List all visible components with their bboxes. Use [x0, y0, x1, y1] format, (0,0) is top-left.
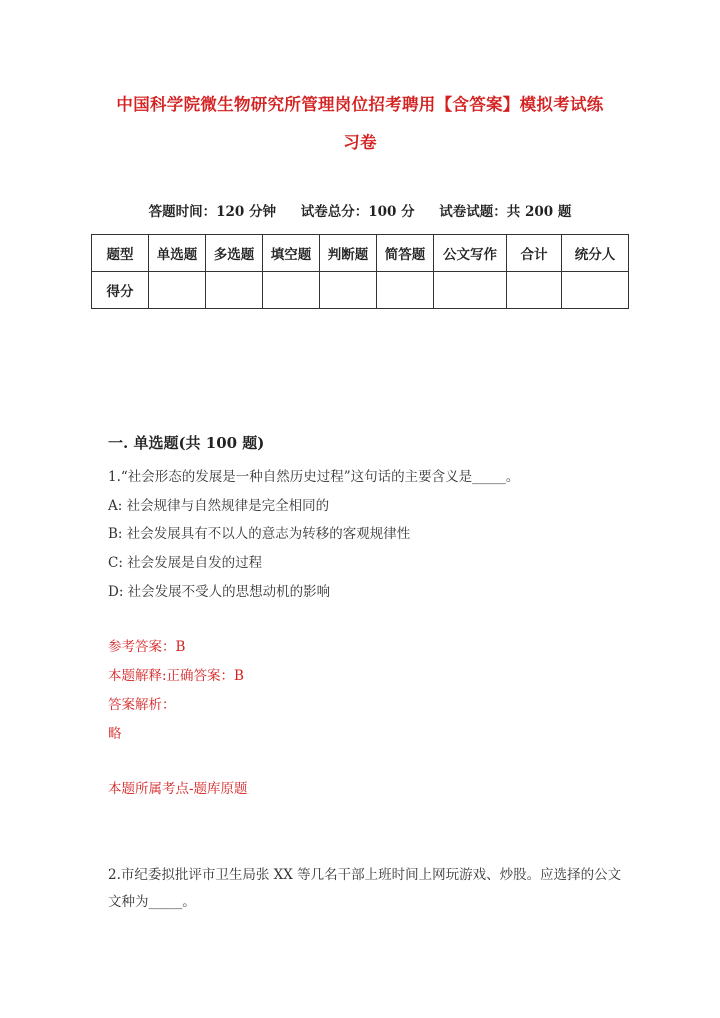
score-cell [377, 272, 434, 309]
explanation: 本题解释:正确答案：B [108, 668, 244, 684]
score-row-label: 得分 [92, 272, 149, 309]
exam-question-count: 试卷试题：共 200 题 [439, 204, 572, 220]
score-table [91, 234, 629, 309]
header-cell: 公文写作 [434, 235, 507, 272]
score-table-header-row [92, 235, 629, 272]
header-cell: 合计 [507, 235, 562, 272]
option-c: C: 社会发展是自发的过程 [108, 555, 263, 571]
option-a: A: 社会规律与自然规律是完全相同的 [108, 498, 330, 514]
header-cell: 填空题 [263, 235, 320, 272]
header-cell: 统分人 [562, 235, 629, 272]
score-cell [320, 272, 377, 309]
header-cell: 多选题 [206, 235, 263, 272]
score-cell [206, 272, 263, 309]
header-cell: 判断题 [320, 235, 377, 272]
exam-total-score: 试卷总分：100 分 [300, 204, 415, 220]
exam-time: 答题时间：120 分钟 [148, 204, 276, 220]
question-2-stem: 2.市纪委拟批评市卫生局张 XX 等几名干部上班时间上网玩游戏、炒股。应选择的公文文种为_____。 [108, 867, 622, 910]
header-cell: 单选题 [149, 235, 206, 272]
analysis-label: 答案解析： [108, 697, 176, 713]
score-cell [434, 272, 507, 309]
option-d: D: 社会发展不受人的思想动机的影响 [108, 584, 331, 600]
exam-info [0, 200, 720, 220]
score-cell [562, 272, 629, 309]
title-line-2: 习卷 [343, 133, 377, 152]
section-title: 一. 单选题(共 100 题) [108, 434, 265, 452]
title-line-1: 中国科学院微生物研究所管理岗位招考聘用【含答案】模拟考试练 [116, 95, 604, 114]
reference-answer: 参考答案：B [108, 639, 186, 655]
question-1-stem: 1.“社会形态的发展是一种自然历史过程”这句话的主要含义是_____。 [108, 469, 520, 485]
analysis-text: 略 [108, 726, 122, 742]
score-cell [507, 272, 562, 309]
header-cell: 题型 [92, 235, 149, 272]
option-b: B: 社会发展具有不以人的意志为转移的客观规律性 [108, 526, 411, 542]
score-cell [263, 272, 320, 309]
score-table-score-row [92, 272, 629, 309]
document-title [90, 86, 630, 162]
header-cell: 简答题 [377, 235, 434, 272]
score-cell [149, 272, 206, 309]
topic-note: 本题所属考点-题库原题 [108, 781, 248, 797]
